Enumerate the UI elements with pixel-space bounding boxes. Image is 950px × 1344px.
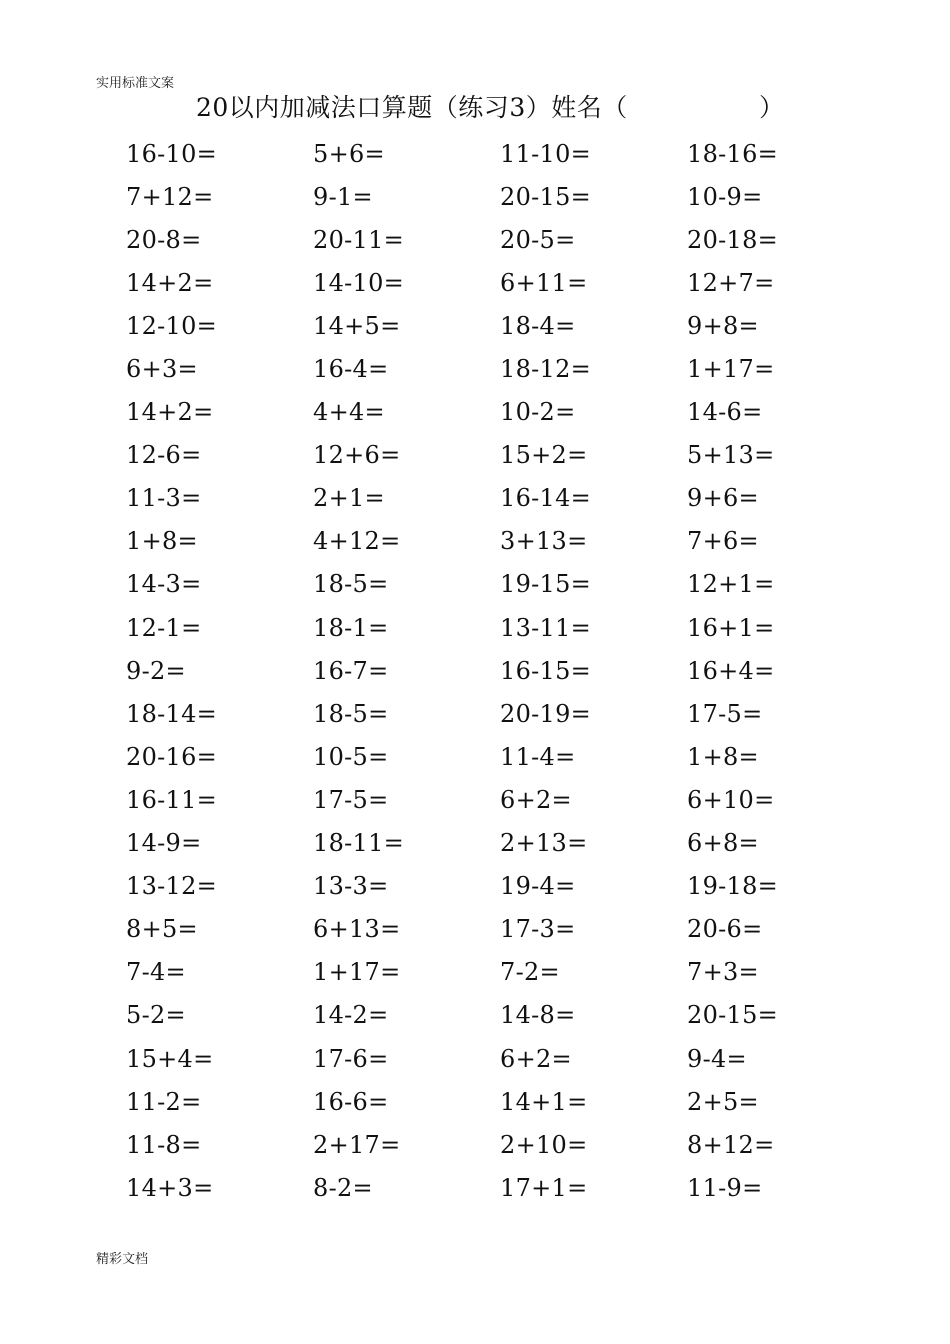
- problem-grid: [126, 132, 886, 1209]
- worksheet-title: [196, 88, 796, 122]
- problem-row: [126, 391, 886, 434]
- problem-cell: 20-8=: [126, 225, 202, 254]
- problem-cell: 1+17=: [687, 355, 775, 384]
- problem-cell: 8-2=: [313, 1173, 373, 1202]
- header-note: 实用标准文案: [96, 76, 175, 91]
- problem-cell: 15+4=: [126, 1044, 214, 1073]
- problem-cell: 13-3=: [313, 872, 389, 901]
- problem-cell: 16-4=: [313, 355, 389, 384]
- problem-cell: 9-2=: [126, 656, 186, 685]
- problem-cell: 12+1=: [687, 570, 775, 599]
- problem-cell: 16-6=: [313, 1087, 389, 1116]
- problem-row: [126, 261, 886, 304]
- problem-cell: 14-3=: [126, 570, 202, 599]
- problem-row: [126, 132, 886, 175]
- problem-cell: 15+2=: [500, 441, 588, 470]
- problem-row: [126, 1080, 886, 1123]
- problem-cell: 5+6=: [313, 139, 385, 168]
- problem-cell: 11-9=: [687, 1173, 763, 1202]
- problem-cell: 5+13=: [687, 441, 775, 470]
- problem-cell: 1+17=: [313, 958, 401, 987]
- problem-cell: 12-10=: [126, 311, 218, 340]
- problem-cell: 11-3=: [126, 484, 202, 513]
- problem-row: [126, 175, 886, 218]
- problem-cell: 2+10=: [500, 1130, 588, 1159]
- problem-cell: 2+17=: [313, 1130, 401, 1159]
- problem-cell: 17-5=: [687, 699, 763, 728]
- problem-cell: 14-8=: [500, 1001, 576, 1030]
- problem-cell: 20-11=: [313, 225, 405, 254]
- problem-row: [126, 304, 886, 347]
- problem-cell: 6+11=: [500, 268, 588, 297]
- problem-cell: 9+8=: [687, 311, 759, 340]
- problem-cell: 20-18=: [687, 225, 779, 254]
- title-text: 20以内加减法口算题（练习3）姓名（: [196, 93, 628, 122]
- problem-cell: 7-4=: [126, 958, 186, 987]
- problem-cell: 12-1=: [126, 613, 202, 642]
- problem-row: [126, 563, 886, 606]
- problem-cell: 17+1=: [500, 1173, 588, 1202]
- problem-cell: 12+6=: [313, 441, 401, 470]
- problem-cell: 10-5=: [313, 742, 389, 771]
- problem-cell: 16-7=: [313, 656, 389, 685]
- problem-cell: 20-15=: [500, 182, 592, 211]
- problem-cell: 20-15=: [687, 1001, 779, 1030]
- problem-cell: 18-14=: [126, 699, 218, 728]
- problem-cell: 20-6=: [687, 915, 763, 944]
- problem-cell: 16-15=: [500, 656, 592, 685]
- footer-note: 精彩文档: [96, 1252, 149, 1267]
- problem-cell: 17-6=: [313, 1044, 389, 1073]
- problem-cell: 6+8=: [687, 829, 759, 858]
- problem-cell: 14-10=: [313, 268, 405, 297]
- problem-row: [126, 865, 886, 908]
- problem-cell: 8+5=: [126, 915, 198, 944]
- problem-row: [126, 735, 886, 778]
- problem-cell: 7+3=: [687, 958, 759, 987]
- problem-cell: 14+2=: [126, 398, 214, 427]
- problem-row: [126, 347, 886, 390]
- problem-cell: 10-2=: [500, 398, 576, 427]
- problem-cell: 17-5=: [313, 785, 389, 814]
- problem-row: [126, 606, 886, 649]
- problem-row: [126, 649, 886, 692]
- problem-cell: 6+13=: [313, 915, 401, 944]
- problem-cell: 6+2=: [500, 1044, 572, 1073]
- problem-row: [126, 520, 886, 563]
- problem-cell: 2+13=: [500, 829, 588, 858]
- problem-cell: 20-5=: [500, 225, 576, 254]
- name-blank-close: ）: [759, 93, 785, 122]
- problem-cell: 14+1=: [500, 1087, 588, 1116]
- problem-cell: 9-1=: [313, 182, 373, 211]
- problem-cell: 5-2=: [126, 1001, 186, 1030]
- problem-cell: 17-3=: [500, 915, 576, 944]
- problem-row: [126, 908, 886, 951]
- problem-row: [126, 1123, 886, 1166]
- problem-row: [126, 951, 886, 994]
- problem-cell: 14-2=: [313, 1001, 389, 1030]
- problem-cell: 2+5=: [687, 1087, 759, 1116]
- problem-cell: 14+5=: [313, 311, 401, 340]
- problem-cell: 7-2=: [500, 958, 560, 987]
- problem-cell: 6+10=: [687, 785, 775, 814]
- problem-cell: 7+6=: [687, 527, 759, 556]
- problem-cell: 8+12=: [687, 1130, 775, 1159]
- problem-row: [126, 1166, 886, 1209]
- problem-row: [126, 218, 886, 261]
- problem-cell: 18-11=: [313, 829, 405, 858]
- problem-cell: 6+3=: [126, 355, 198, 384]
- problem-cell: 11-4=: [500, 742, 576, 771]
- problem-cell: 16-11=: [126, 785, 218, 814]
- problem-cell: 16+4=: [687, 656, 775, 685]
- problem-cell: 18-12=: [500, 355, 592, 384]
- problem-cell: 14+3=: [126, 1173, 214, 1202]
- problem-cell: 11-10=: [500, 139, 592, 168]
- problem-cell: 1+8=: [126, 527, 198, 556]
- problem-cell: 14+2=: [126, 268, 214, 297]
- problem-row: [126, 477, 886, 520]
- problem-cell: 20-19=: [500, 699, 592, 728]
- problem-cell: 18-16=: [687, 139, 779, 168]
- problem-cell: 11-2=: [126, 1087, 202, 1116]
- problem-cell: 18-1=: [313, 613, 389, 642]
- problem-cell: 16-14=: [500, 484, 592, 513]
- problem-row: [126, 994, 886, 1037]
- problem-row: [126, 692, 886, 735]
- problem-cell: 19-18=: [687, 872, 779, 901]
- problem-cell: 20-16=: [126, 742, 218, 771]
- problem-cell: 6+2=: [500, 785, 572, 814]
- problem-row: [126, 1037, 886, 1080]
- problem-cell: 4+4=: [313, 398, 385, 427]
- problem-cell: 13-12=: [126, 872, 218, 901]
- problem-cell: 14-6=: [687, 398, 763, 427]
- problem-cell: 16-10=: [126, 139, 218, 168]
- problem-cell: 1+8=: [687, 742, 759, 771]
- problem-cell: 18-5=: [313, 699, 389, 728]
- problem-cell: 9+6=: [687, 484, 759, 513]
- problem-cell: 4+12=: [313, 527, 401, 556]
- problem-cell: 2+1=: [313, 484, 385, 513]
- problem-cell: 7+12=: [126, 182, 214, 211]
- problem-cell: 16+1=: [687, 613, 775, 642]
- problem-cell: 14-9=: [126, 829, 202, 858]
- problem-row: [126, 822, 886, 865]
- problem-cell: 12+7=: [687, 268, 775, 297]
- problem-cell: 12-6=: [126, 441, 202, 470]
- problem-cell: 13-11=: [500, 613, 592, 642]
- problem-cell: 3+13=: [500, 527, 588, 556]
- problem-row: [126, 434, 886, 477]
- problem-cell: 18-4=: [500, 311, 576, 340]
- problem-cell: 10-9=: [687, 182, 763, 211]
- problem-cell: 19-15=: [500, 570, 592, 599]
- problem-cell: 9-4=: [687, 1044, 747, 1073]
- problem-cell: 18-5=: [313, 570, 389, 599]
- problem-row: [126, 778, 886, 821]
- problem-cell: 11-8=: [126, 1130, 202, 1159]
- problem-cell: 19-4=: [500, 872, 576, 901]
